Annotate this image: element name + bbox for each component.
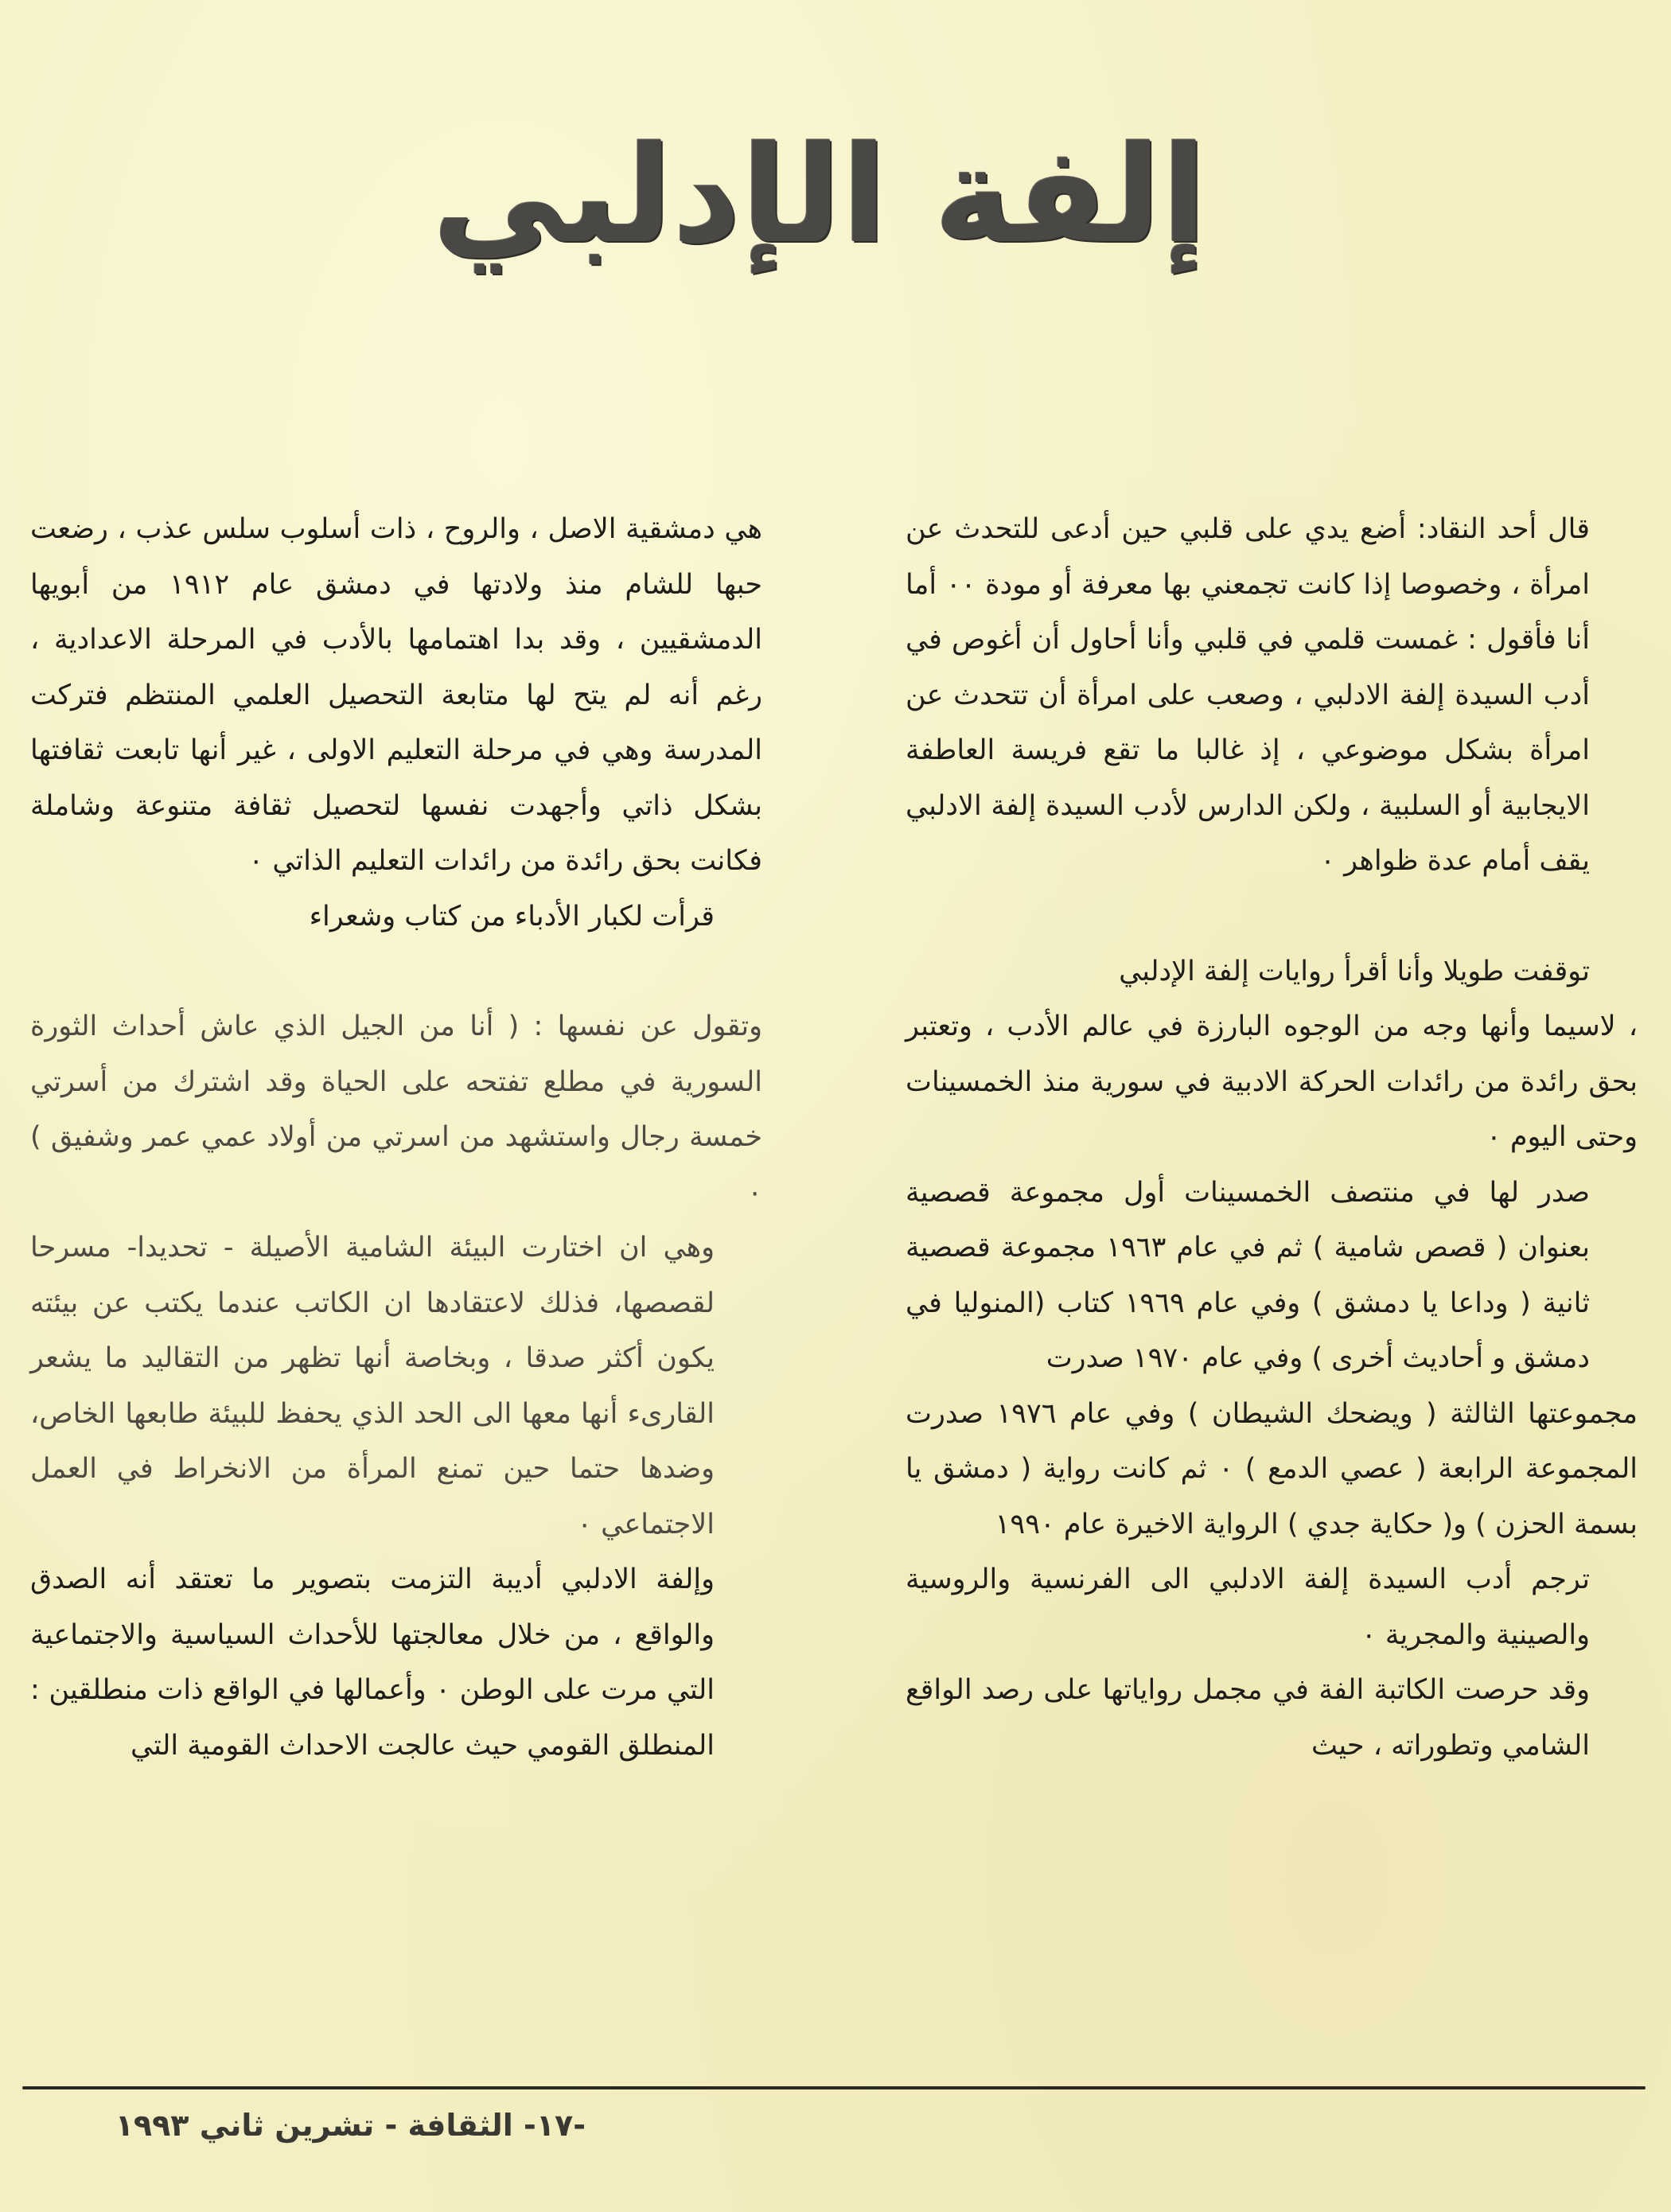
paragraph: ترجم أدب السيدة إلفة الادلبي الى الفرنسية والروسية والصينية والمجرية ٠ <box>906 1564 1590 1651</box>
paragraph: مجموعتها الثالثة ( ويضحك الشيطان ) وفي عام ١٩٧٦ صدرت المجموعة الرابعة ( عصي الدمع ) ٠ ثم كانت رواية ( دمشق يا بسمة الحزن ) و( حكاية جدي ) الرواية الاخيرة عام ١٩٩٠ <box>906 1397 1638 1540</box>
spacer <box>30 944 762 999</box>
paragraph: وقد حرصت الكاتبة الفة في مجمل رواياتها على رصد الواقع الشامي وتطوراته ، حيث <box>906 1674 1590 1762</box>
paragraph: وهي ان اختارت البيئة الشامية الأصيلة - تحديدا- مسرحا لقصصها، فذلك لاعتقادها ان الكاتب عندما يكتب عن بيئته يكون أكثر صدقا ، وبخاصة أنها تظهر من التقاليد ما يشعر القارىء أنها معها الى الحد الذي يحفظ للبيئة طابعها الخاص، وضدها حتما حين تمنع المرأة من الانخراط في العمل الاجتماعي ٠ <box>30 1232 715 1540</box>
page-footer: -١٧- الثقافة - تشرين ثاني ١٩٩٣ <box>115 2108 586 2143</box>
paragraph: وإلفة الادلبي أديبة التزمت بتصوير ما تعتقد أنه الصدق والواقع ، من خلال معالجتها للأحداث السياسية والاجتماعية التي مرت على الوطن ٠ وأعمالها في الواقع ذات منطلقين : المنطلق القومي حيث عالجت الاحداث القومية التي <box>30 1564 715 1762</box>
paragraph: قال أحد النقاد: أضع يدي على قلبي حين أدعى للتحدث عن امرأة ، وخصوصا إذا كانت تجمعني بها معرفة أو مودة ٠٠ أما أنا فأقول : غمست قلمي في قلبي وأنا أحاول أن أغوص في أدب السيدة إلفة الادلبي ، وصعب على امرأة أن تتحدث عن امرأة بشكل موضوعي ، إذ غالبا ما تقع فريسة العاطفة الايجابية أو السلبية ، ولكن الدارس لأدب السيدة إلفة الادلبي يقف أمام عدة ظواهر ٠ <box>906 513 1590 877</box>
paragraph: قرأت لكبار الأدباء من كتاب وشعراء <box>309 900 715 933</box>
spacer <box>906 890 1638 944</box>
paragraph: هي دمشقية الاصل ، والروح ، ذات أسلوب سلس عذب ، رضعت حبها للشام منذ ولادتها في دمشق عام ١٩١٢ من أبويها الدمشقيين ، وقد بدا اهتمامها بالأدب في المرحلة الاعدادية ، رغم أنه لم يتح لها متابعة التحصيل العلمي المنتظم فتركت المدرسة وهي في مرحلة التعليم الاولى ، غير أنها تابعت ثقافتها بشكل ذاتي وأجهدت نفسها لتحصيل ثقافة متنوعة وشاملة فكانت بحق رائدة من رائدات التعليم الذاتي ٠ <box>30 513 762 877</box>
paragraph: صدر لها في منتصف الخمسينات أول مجموعة قصصية بعنوان ( قصص شامية ) ثم في عام ١٩٦٣ مجموعة قصصية ثانية ( وداعا يا دمشق ) وفي عام ١٩٦٩ كتاب (المنوليا في دمشق و أحاديث أخرى ) وفي عام ١٩٧٠ صدرت <box>906 1176 1590 1374</box>
article-title: إلفة الإدلبي <box>432 117 1207 273</box>
masthead <box>302 103 1337 286</box>
footer-rule <box>22 2086 1646 2089</box>
paragraph: توقفت طويلا وأنا أقرأ روايات إلفة الإدلبي <box>1119 955 1590 987</box>
right-column <box>906 502 1638 2193</box>
paragraph: وتقول عن نفسها : ( أنا من الجيل الذي عاش أحداث الثورة السورية في مطلع تفتحه على الحياة وقد اشترك من أسرتي خمسة رجال واستشهد من اسرتي من أولاد عمي عمر وشفيق ) ٠ <box>30 1011 762 1209</box>
left-column <box>30 502 762 2193</box>
paragraph: ، لاسيما وأنها وجه من الوجوه البارزة في عالم الأدب ، وتعتبر بحق رائدة من رائدات الحركة الادبية في سورية منذ الخمسينات وحتى اليوم ٠ <box>906 1011 1638 1153</box>
